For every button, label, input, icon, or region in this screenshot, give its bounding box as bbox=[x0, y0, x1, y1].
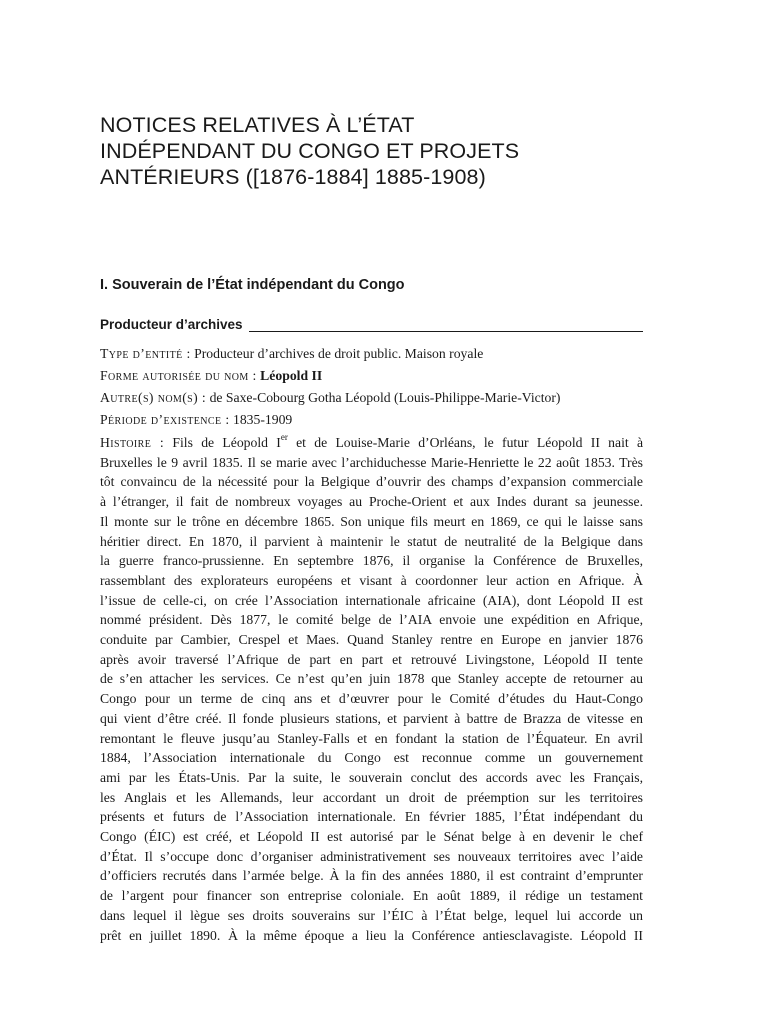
histoire-line: Il monte sur le trône en décembre 1865. Son unique fils meurt en 1869, ce qui le laisse sans bbox=[100, 513, 643, 529]
histoire-line: Bruxelles le 9 avril 1835. Il se marie avec l’archiduchesse Marie-Henriette le 22 août 1853. Très bbox=[100, 454, 643, 470]
histoire-line: prêt en juillet 1890. À la même époque a lieu la Conférence antiesclavagiste. Léopold II bbox=[100, 927, 643, 943]
histoire-line: dans lequel il lègue ses droits souverains sur l’ÉIC à l’État belge, lequel lui accorde un bbox=[100, 907, 643, 923]
field-periode-existence bbox=[100, 409, 643, 431]
field-label: Forme autorisée du nom : bbox=[100, 368, 257, 383]
chapter-title-line: NOTICES RELATIVES À L’ÉTAT bbox=[100, 113, 415, 137]
superscript: er bbox=[280, 432, 288, 443]
histoire-line: d’officiers recrutés dans l’armée belge. À la fin des années 1880, il est contraint d’emprunter bbox=[100, 868, 643, 884]
histoire-line: conduite par Cambier, Crespel et Maes. Quand Stanley rentre en Europe en janvier 1876 bbox=[100, 632, 643, 648]
histoire-line: l’issue de celle-ci, on crée l’Association internationale africaine (AIA), dont Léopold II est bbox=[100, 592, 643, 608]
archive-fields bbox=[100, 343, 643, 945]
field-value: 1835-1909 bbox=[232, 412, 293, 427]
subsection-heading bbox=[100, 315, 643, 335]
field-value: Léopold II bbox=[260, 368, 323, 383]
histoire-line: Congo (ÉIC) est créé, et Léopold II est autorisé par le Sénat belge à en devenir le chef bbox=[100, 829, 643, 845]
histoire-line: après avoir traversé l’Afrique de part en part et retrouvé Livingstone, Léopold II tente bbox=[100, 651, 643, 667]
histoire-line: de l’argent pour financer son entreprise coloniale. En août 1889, il rédige un testament bbox=[100, 888, 643, 904]
histoire-line: de s’en attacher les services. Ce n’est qu’en juin 1878 que Stanley accepte de retourner au bbox=[100, 671, 643, 687]
histoire-body bbox=[100, 453, 643, 946]
section-heading: I. Souverain de l’État indépendant du Congo bbox=[100, 277, 405, 293]
field-value: de Saxe-Cobourg Gotha Léopold (Louis-Philippe-Marie-Victor) bbox=[209, 390, 561, 405]
chapter-title bbox=[100, 112, 660, 190]
histoire-line: Congo pour un terme de cinq ans et d’œuvrer pour le Comité d’études du Haut-Congo bbox=[100, 691, 643, 707]
histoire-line: la guerre franco-prussienne. En septembre 1876, il organise la Conférence de Bruxelles, bbox=[100, 553, 643, 569]
histoire-text: Fils de Léopold I bbox=[172, 435, 281, 450]
chapter-title-line: INDÉPENDANT DU CONGO ET PROJETS bbox=[100, 139, 520, 163]
subsection-title: Producteur d’archives bbox=[100, 317, 243, 332]
histoire-line: 1884, l’Association internationale du Congo est reconnue comme un gouvernement bbox=[100, 750, 643, 766]
histoire-text: et de Louise-Marie d’Orléans, le futur Léopold II nait à bbox=[287, 435, 644, 450]
field-type-entite bbox=[100, 343, 643, 365]
histoire-line: à l’étranger, il fait de nombreux voyages au Proche-Orient et aux Indes durant sa jeunesse. bbox=[100, 494, 643, 510]
field-histoire bbox=[100, 433, 643, 945]
histoire-line: qui vient d’être créé. Il fonde plusieurs stations, et parvient à battre de Brazza de vitesse en bbox=[100, 710, 643, 726]
histoire-line: héritier direct. En 1870, il parvient à maintenir le statut de neutralité de la Belgique dans bbox=[100, 533, 643, 549]
field-value: Producteur d’archives de droit public. Maison royale bbox=[194, 346, 484, 361]
field-autres-noms bbox=[100, 387, 643, 409]
field-label: Type d’entité : bbox=[100, 346, 191, 361]
field-label: Période d’existence : bbox=[100, 412, 230, 427]
field-label: Autre(s) nom(s) : bbox=[100, 390, 207, 405]
histoire-line bbox=[100, 433, 643, 453]
histoire-line: présents et futurs de l’Association internationale. En février 1885, l’État indépendant du bbox=[100, 809, 643, 825]
histoire-line: nommé président. Dès 1877, le comité belge de l’AIA envoie une expédition en Afrique, bbox=[100, 612, 643, 628]
field-label: Histoire : bbox=[100, 435, 165, 450]
histoire-line: remontant le fleuve jusqu’au Stanley-Falls et en fondant la station de l’Équateur. En avril bbox=[100, 730, 643, 746]
histoire-line: les Anglais et les Allemands, leur accordant un droit de préemption sur les territoires bbox=[100, 789, 643, 805]
histoire-line: d’État. Il s’occupe donc d’organiser administrativement ses nouveaux territoires avec l’aide bbox=[100, 848, 643, 864]
histoire-line: tôt convaincu de la nécessité pour la Belgique d’ouvrir des champs d’expansion commerciale bbox=[100, 474, 643, 490]
histoire-line: rassemblant des explorateurs européens et visant à coordonner leur action en Afrique. À bbox=[100, 572, 643, 588]
histoire-line: ami par les États-Unis. Par la suite, le souverain conclut des accords avec les Français, bbox=[100, 769, 643, 785]
chapter-title-line: ANTÉRIEURS ([1876-1884] 1885-1908) bbox=[100, 165, 486, 189]
subsection-rule bbox=[249, 331, 643, 332]
field-forme-autorisee bbox=[100, 365, 643, 387]
